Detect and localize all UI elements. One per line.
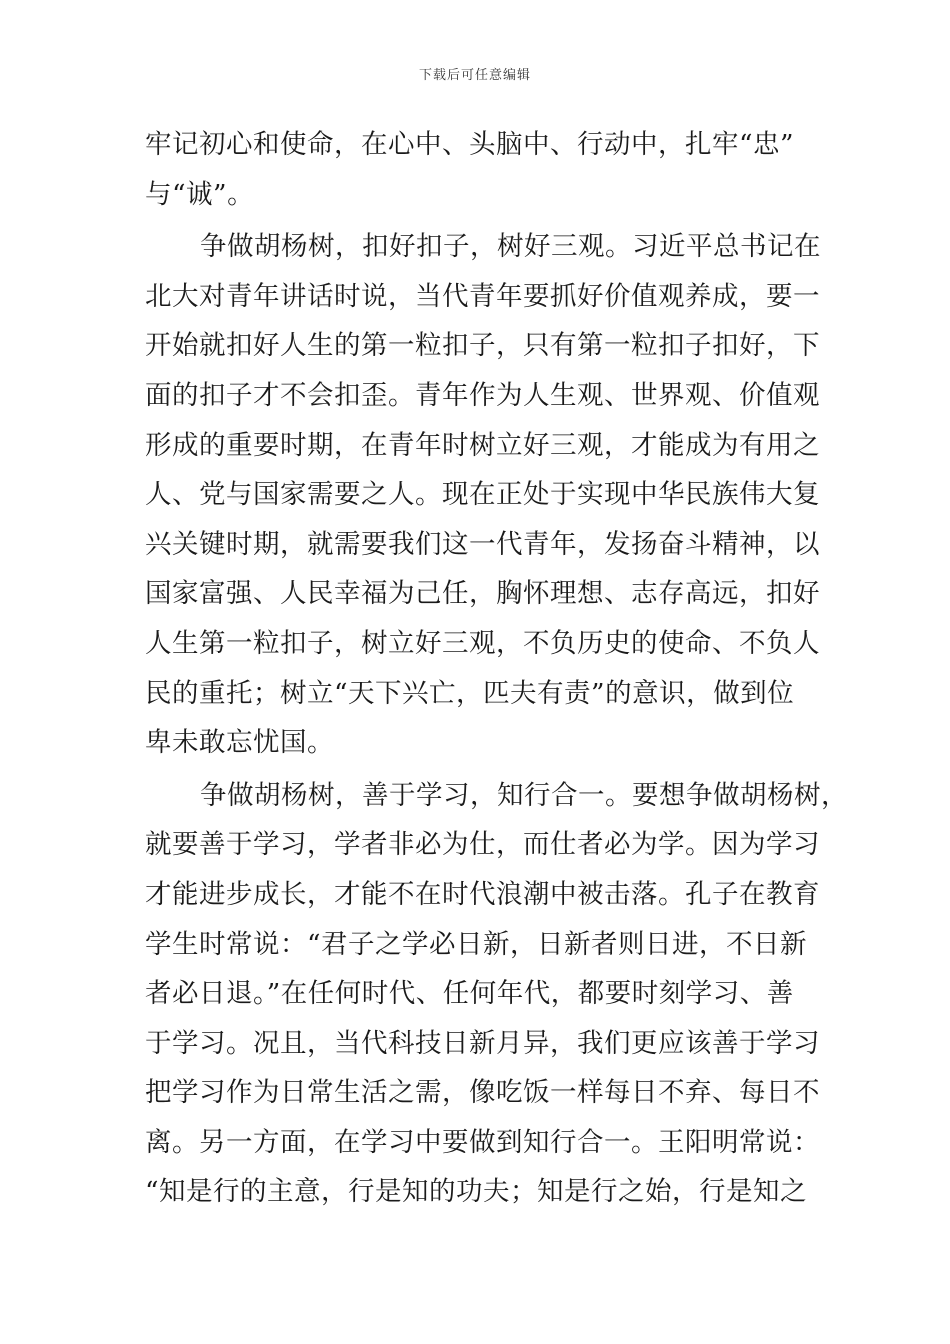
text-line: 面的扣子才不会扣歪。青年作为人生观、世界观、价值观 xyxy=(145,379,820,411)
text-line: 与“诚”。 xyxy=(145,178,255,210)
text-line: 把学习作为日常生活之需，像吃饭一样每日不弃、每日不 xyxy=(145,1077,820,1109)
paragraph xyxy=(145,222,845,768)
text-line: 卑未敢忘忧国。 xyxy=(145,727,334,759)
text-line: 者必日退。”在任何时代、任何年代，都要时刻学习、善 xyxy=(145,978,794,1010)
text-line: 才能进步成长，才能不在时代浪潮中被击落。孔子在教育 xyxy=(145,878,820,910)
document-body xyxy=(145,120,848,1217)
text-line: 开始就扣好人生的第一粒扣子，只有第一粒扣子扣好，下 xyxy=(145,330,820,362)
text-line: 牢记初心和使命，在心中、头脑中、行动中，扎牢“忠” xyxy=(145,129,795,160)
text-line: 离。另一方面，在学习中要做到知行合一。王阳明常说： xyxy=(145,1126,820,1158)
text-line: 兴关键时期，就需要我们这一代青年，发扬奋斗精神，以 xyxy=(145,528,820,560)
text-line: 人、党与国家需要之人。现在正处于实现中华民族伟大复 xyxy=(145,479,820,511)
text-line: 就要善于学习，学者非必为仕，而仕者必为学。因为学习 xyxy=(145,829,820,861)
text-line: “知是行的主意，行是知的功夫；知是行之始，行是知之 xyxy=(145,1176,808,1208)
text-line: 于学习。况且，当代科技日新月异，我们更应该善于学习 xyxy=(145,1027,820,1059)
text-line: 北大对青年讲话时说，当代青年要抓好价值观养成，要一 xyxy=(145,280,820,312)
text-line: 争做胡杨树，扣好扣子，树好三观。习近平总书记在 xyxy=(200,231,821,263)
text-line: 形成的重要时期，在青年时树立好三观，才能成为有用之 xyxy=(145,429,820,461)
paragraph xyxy=(145,120,845,219)
text-line: 民的重托；树立“天下兴亡，匹夫有责”的意识，做到位 xyxy=(145,677,795,709)
text-line: 国家富强、人民幸福为己任，胸怀理想、志存高远，扣好 xyxy=(145,578,820,610)
text-line: 人生第一粒扣子，树立好三观，不负历史的使命、不负人 xyxy=(145,627,820,659)
text-line: 学生时常说：“君子之学必日新，日新者则日进，不日新 xyxy=(145,928,808,960)
page-header-note: 下载后可任意编辑 xyxy=(418,68,531,83)
text-line: 争做胡杨树，善于学习，知行合一。要想争做胡杨树， xyxy=(200,779,848,811)
paragraph xyxy=(145,771,848,1217)
